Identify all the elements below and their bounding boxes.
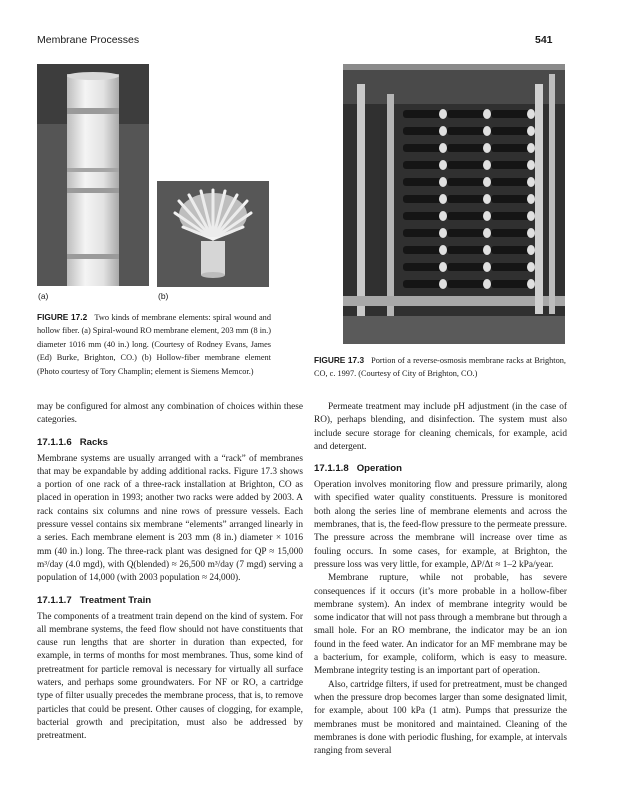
figure-17-2-caption-text: Two kinds of membrane elements: spiral wound and hollow fiber. (a) Spiral-wound RO membrane element, 203 mm (8 in.) diameter 1016 mm (40 in.) long. (Courtesy of Rodney Evans, James (Ed) Burke, Brighton, CO.) (b) Hollow-fiber membrane element (Photo courtesy of Tory Champlin; element is Siemens Memcor.)	[37, 313, 271, 376]
intro-paragraph: may be configured for almost any combination of choices within these categories.	[37, 402, 303, 426]
pressure-vessel	[491, 212, 531, 220]
operation-paragraph-2: Membrane rupture, while not probable, has severe consequences if it occurs (it’s more probable in a hollow-fiber membrane system). An index of membrane integrity would be some indicator that will not pass through a membrane but through a small hole. For an RO membrane, the indicator may be an ion found in the feed water. An indicator for an MF membrane may be a bacterium, for example, coliform, which is easy to measure. Membrane integrity testing is an important part of operation.	[314, 573, 567, 677]
pressure-vessel	[447, 280, 487, 288]
vessel-end-cap	[439, 211, 447, 221]
pressure-vessel	[403, 127, 443, 135]
figure-17-3-caption	[314, 354, 566, 381]
pressure-vessel	[491, 280, 531, 288]
treatment-train-heading-title: Treatment Train	[79, 594, 152, 606]
pressure-vessel	[491, 229, 531, 237]
vessel-end-cap	[527, 228, 535, 238]
pressure-vessel	[403, 144, 443, 152]
vessel-end-cap	[439, 194, 447, 204]
vessel-end-cap	[527, 245, 535, 255]
pressure-vessel	[403, 110, 443, 118]
racks-heading-number: 17.1.1.6	[37, 436, 72, 448]
pressure-vessel	[491, 161, 531, 169]
left-column	[37, 401, 303, 744]
pressure-vessel	[447, 212, 487, 220]
racks-heading	[37, 437, 303, 448]
permeate-paragraph: Permeate treatment may include pH adjustment (in the case of RO), perhaps blending, and disinfection. The system must also include secure storage for cleaning chemicals, for example, acid and detergent.	[314, 402, 567, 452]
vessel-end-cap	[439, 109, 447, 119]
operation-heading-title: Operation	[356, 463, 402, 475]
figure-17-3-caption-label: FIGURE 17.3	[314, 355, 365, 365]
treatment-train-paragraph: The components of a treatment train depend on the kind of system. For all membrane systems, the feed flow should not have constituents that cause run lengths that are shorter in duration than expected, for example, in terms of months for most membranes. Thus, some kind of pretreatment for particle removal is necessary for virtually all surface waters, and perhaps some groundwaters. For NF or RO, a cartridge type of filter usually precedes the membrane process, that is, to remove particles that could be present. Other causes of clogging, for example, bacterial growth and precipitation, must also be addressed by pretreatment.	[37, 611, 303, 742]
pressure-vessel	[403, 212, 443, 220]
pressure-vessel	[491, 263, 531, 271]
vessel-end-cap	[483, 228, 491, 238]
treatment-train-heading-number: 17.1.1.7	[37, 594, 72, 606]
pressure-vessel	[403, 246, 443, 254]
vessel-end-cap	[439, 262, 447, 272]
vessel-end-cap	[483, 279, 491, 289]
figure-17-2-caption-label: FIGURE 17.2	[37, 312, 88, 322]
membrane-rack-photo	[343, 64, 565, 344]
vessel-end-cap	[483, 211, 491, 221]
figure-17-2-caption	[37, 311, 271, 378]
pressure-vessel	[447, 229, 487, 237]
operation-paragraph-1: Operation involves monitoring flow and pressure primarily, along with specified water quality constituents. Pressure is monitored both along the series line of membrane elements and across the membranes, that is, the feed-flow pressure to the permeate pressure. The pressure across the membrane will increase over time as fouling occurs. In some cases, for example, at Brighton, the pressure loss was very little, for example, ΔP/Δt ≈ 1–2 kPa/year.	[314, 480, 567, 570]
running-title: Membrane Processes	[37, 34, 140, 46]
vessel-end-cap	[527, 160, 535, 170]
vessel-end-cap	[439, 228, 447, 238]
pressure-vessel	[403, 195, 443, 203]
pressure-vessel	[403, 263, 443, 271]
vessel-end-cap	[527, 194, 535, 204]
treatment-train-heading	[37, 595, 303, 606]
operation-heading-number: 17.1.1.8	[314, 463, 349, 475]
pressure-vessel	[447, 178, 487, 186]
page-number: 541	[535, 34, 553, 46]
spiral-wound-element-photo	[37, 64, 149, 286]
hollow-fiber-element-photo	[157, 181, 269, 287]
vessel-end-cap	[439, 279, 447, 289]
pressure-vessel	[403, 178, 443, 186]
figure-label-a: (a)	[38, 291, 49, 301]
vessel-end-cap	[527, 211, 535, 221]
operation-heading	[314, 463, 567, 474]
vessel-end-cap	[439, 126, 447, 136]
vessel-end-cap	[483, 177, 491, 187]
vessel-end-cap	[483, 160, 491, 170]
pressure-vessel	[447, 195, 487, 203]
vessel-end-cap	[527, 279, 535, 289]
vessel-end-cap	[527, 126, 535, 136]
pressure-vessel	[447, 246, 487, 254]
pressure-vessel	[447, 161, 487, 169]
right-column	[314, 401, 567, 758]
pressure-vessel	[447, 110, 487, 118]
pressure-vessel	[403, 280, 443, 288]
vessel-end-cap	[483, 126, 491, 136]
vessel-end-cap	[439, 160, 447, 170]
pressure-vessel	[447, 144, 487, 152]
vessel-end-cap	[527, 177, 535, 187]
pressure-vessel	[447, 127, 487, 135]
vessel-end-cap	[527, 109, 535, 119]
vessel-end-cap	[483, 109, 491, 119]
vessel-end-cap	[439, 177, 447, 187]
pressure-vessel	[491, 144, 531, 152]
vessel-end-cap	[527, 143, 535, 153]
vessel-end-cap	[527, 262, 535, 272]
vessel-end-cap	[483, 245, 491, 255]
racks-paragraph: Membrane systems are usually arranged with a “rack” of membranes that may be expandable by adding additional racks. Figure 17.3 shows a portion of one rack of a three-rack installation at Brighton, CO as placed in operation in 1993; another two racks were added by 2003. A rack contains six columns and nine rows of pressure vessels. Each pressure vessel contains six membrane “elements” arranged linearly in a series. Each membrane element is 203 mm (8 in.) diameter × 1016 mm (40 in.) long. The three-rack plant was designed for QP ≈ 15,000 m³/day (4.0 mgd), with Q(blended) ≈ 26,500 m³/day (7 mgd) serving a population of 14,000 (with 2003 population ≈ 24,000).	[37, 453, 303, 584]
vessel-end-cap	[483, 194, 491, 204]
vessel-end-cap	[483, 143, 491, 153]
pressure-vessel	[403, 229, 443, 237]
vessel-end-cap	[439, 245, 447, 255]
pressure-vessel	[403, 161, 443, 169]
figure-label-b: (b)	[158, 291, 169, 301]
pressure-vessel	[491, 127, 531, 135]
pressure-vessel	[491, 246, 531, 254]
pressure-vessel	[491, 178, 531, 186]
vessel-end-cap	[483, 262, 491, 272]
figure-17-3-caption-text: Portion of a reverse-osmosis membrane racks at Brighton, CO, c. 1997. (Courtesy of City of Brighton, CO.)	[314, 356, 566, 379]
pressure-vessel	[447, 263, 487, 271]
vessel-end-cap	[439, 143, 447, 153]
racks-heading-title: Racks	[79, 436, 108, 448]
operation-paragraph-3: Also, cartridge filters, if used for pretreatment, must be changed when the pressure drop becomes larger than some designated limit, for example, about 100 kPa (1 atm). Pumps that pressurize the membranes must be monitored and maintained. Cleaning of the membranes is done with periodic flushing, for example, at intervals ranging from several	[314, 679, 567, 757]
pressure-vessel	[491, 110, 531, 118]
pressure-vessel	[491, 195, 531, 203]
